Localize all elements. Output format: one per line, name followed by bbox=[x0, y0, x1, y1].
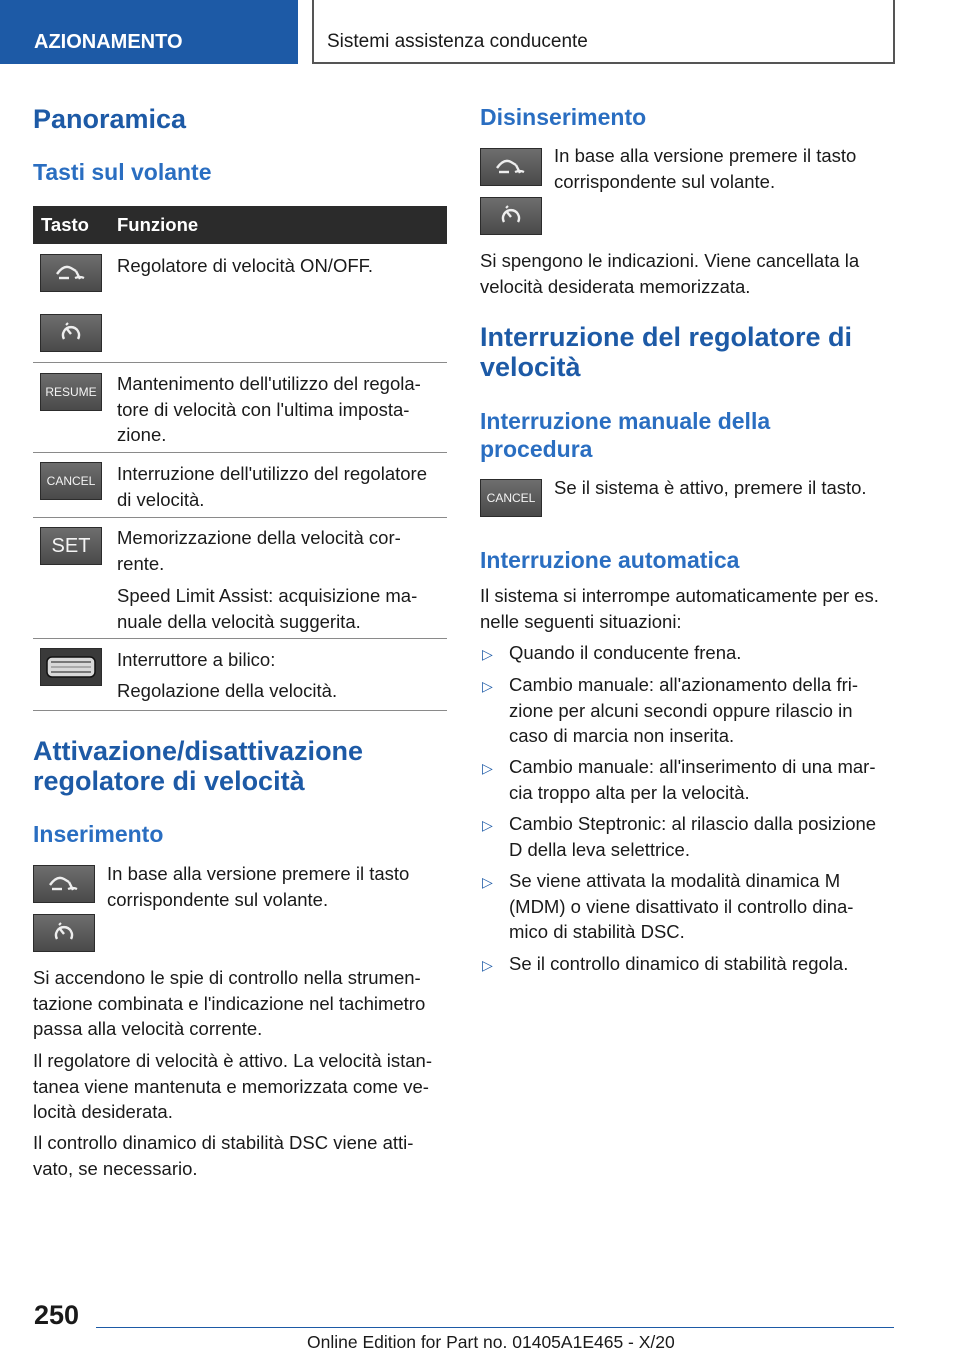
row-rocker-text: Interruttore a bilico: Regolazione della velocità. bbox=[117, 649, 338, 701]
section-title-interruption: Interruzione del regolatore di velocità bbox=[480, 322, 853, 382]
bullet-triangle-icon: ▷ bbox=[482, 760, 493, 776]
cancel-key-icon: CANCEL bbox=[40, 462, 102, 500]
bullet-item: Se il controllo dinamico di stabilità regola. bbox=[509, 953, 849, 974]
table-bottom-rule bbox=[33, 710, 447, 711]
table-header-key: Tasto bbox=[41, 214, 89, 235]
table-header bbox=[33, 206, 447, 244]
deactivation-key-text: In base alla versione premere il tasto corrispondente sul volante. bbox=[554, 145, 857, 192]
subsection-title-automatic: Interruzione automatica bbox=[480, 547, 740, 573]
header-section-tab: AZIONAMENTO bbox=[0, 0, 298, 64]
activation-paragraph-1: Si accendono le spie di controllo nella strumen- tazione combinata e l'indicazione nel tachimetro passa alla velocità corrente. bbox=[33, 967, 426, 1039]
row-onoff-text: Regolatore di velocità ON/OFF. bbox=[117, 255, 374, 276]
row-resume-text: Mantenimento dell'utilizzo del regola- tore di velocità con l'ultima imposta- zione. bbox=[117, 373, 421, 445]
footer-edition-text: Online Edition for Part no. 01405A1E465 - X/20 bbox=[307, 1332, 675, 1352]
bullet-triangle-icon: ▷ bbox=[482, 957, 493, 973]
rocker-switch-icon bbox=[40, 648, 102, 686]
speedometer-key-icon bbox=[480, 197, 542, 235]
header-chapter-tab: Sistemi assistenza conducente bbox=[312, 0, 895, 64]
page-number: 250 bbox=[34, 1300, 80, 1330]
row-cancel-text: Interruzione dell'utilizzo del regolatore di velocità. bbox=[117, 463, 427, 510]
bullet-triangle-icon: ▷ bbox=[482, 678, 493, 694]
cruise-toggle-key-icon bbox=[480, 148, 542, 186]
set-key-icon: SET bbox=[40, 527, 102, 565]
bullet-triangle-icon: ▷ bbox=[482, 646, 493, 662]
bullet-item: Quando il conducente frena. bbox=[509, 642, 742, 663]
manual-interrupt-text: Se il sistema è attivo, premere il tasto. bbox=[554, 477, 867, 498]
table-divider bbox=[33, 517, 447, 518]
table-divider bbox=[33, 638, 447, 639]
bullet-item: Cambio Steptronic: al rilascio dalla posizione D della leva selettrice. bbox=[509, 813, 877, 860]
activation-paragraph-2: Il regolatore di velocità è attivo. La velocità istan- tanea viene mantenuta e memorizzata come ve- locità desiderata. bbox=[33, 1050, 432, 1122]
table-divider bbox=[33, 452, 447, 453]
cruise-toggle-key-icon bbox=[33, 865, 95, 903]
subsection-title-manual: Interruzione manuale della procedura bbox=[480, 408, 771, 462]
subsection-title-tasti: Tasti sul volante bbox=[33, 159, 212, 185]
bullet-item: Cambio manuale: all'inserimento di una mar- cia troppo alta per la velocità. bbox=[509, 756, 876, 803]
section-title-panoramica: Panoramica bbox=[33, 104, 187, 134]
row-set-text: Memorizzazione della velocità cor- rente. Speed Limit Assist: acquisizione ma- nuale della velocità suggerita. bbox=[117, 527, 418, 632]
bullet-item: Se viene attivata la modalità dinamica M (MDM) o viene disattivato il controllo dina- mico di stabilità DSC. bbox=[509, 870, 854, 942]
cancel-key-icon: CANCEL bbox=[480, 479, 542, 517]
speedometer-key-icon bbox=[40, 314, 102, 352]
cruise-toggle-key-icon bbox=[40, 254, 102, 292]
table-header-function: Funzione bbox=[117, 214, 199, 235]
activation-paragraph-3: Il controllo dinamico di stabilità DSC viene atti- vato, se necessario. bbox=[33, 1132, 414, 1179]
section-title-activation: Attivazione/disattivazione regolatore di velocità bbox=[33, 736, 364, 796]
bullet-triangle-icon: ▷ bbox=[482, 874, 493, 890]
table-divider bbox=[33, 362, 447, 363]
speedometer-key-icon bbox=[33, 914, 95, 952]
subsection-title-disinserimento: Disinserimento bbox=[480, 104, 647, 130]
resume-key-icon: RESUME bbox=[40, 373, 102, 411]
activation-key-text: In base alla versione premere il tasto corrispondente sul volante. bbox=[107, 863, 410, 910]
subsection-title-inserimento: Inserimento bbox=[33, 821, 164, 847]
deactivation-paragraph: Si spengono le indicazioni. Viene cancellata la velocità desiderata memorizzata. bbox=[480, 250, 860, 297]
automatic-intro: Il sistema si interrompe automaticamente per es. nelle seguenti situazioni: bbox=[480, 585, 879, 632]
bullet-triangle-icon: ▷ bbox=[482, 817, 493, 833]
footer-divider bbox=[96, 1327, 894, 1328]
bullet-item: Cambio manuale: all'azionamento della fri- zione per alcuni secondi oppure rilascio in caso di marcia non inserita. bbox=[509, 674, 859, 746]
